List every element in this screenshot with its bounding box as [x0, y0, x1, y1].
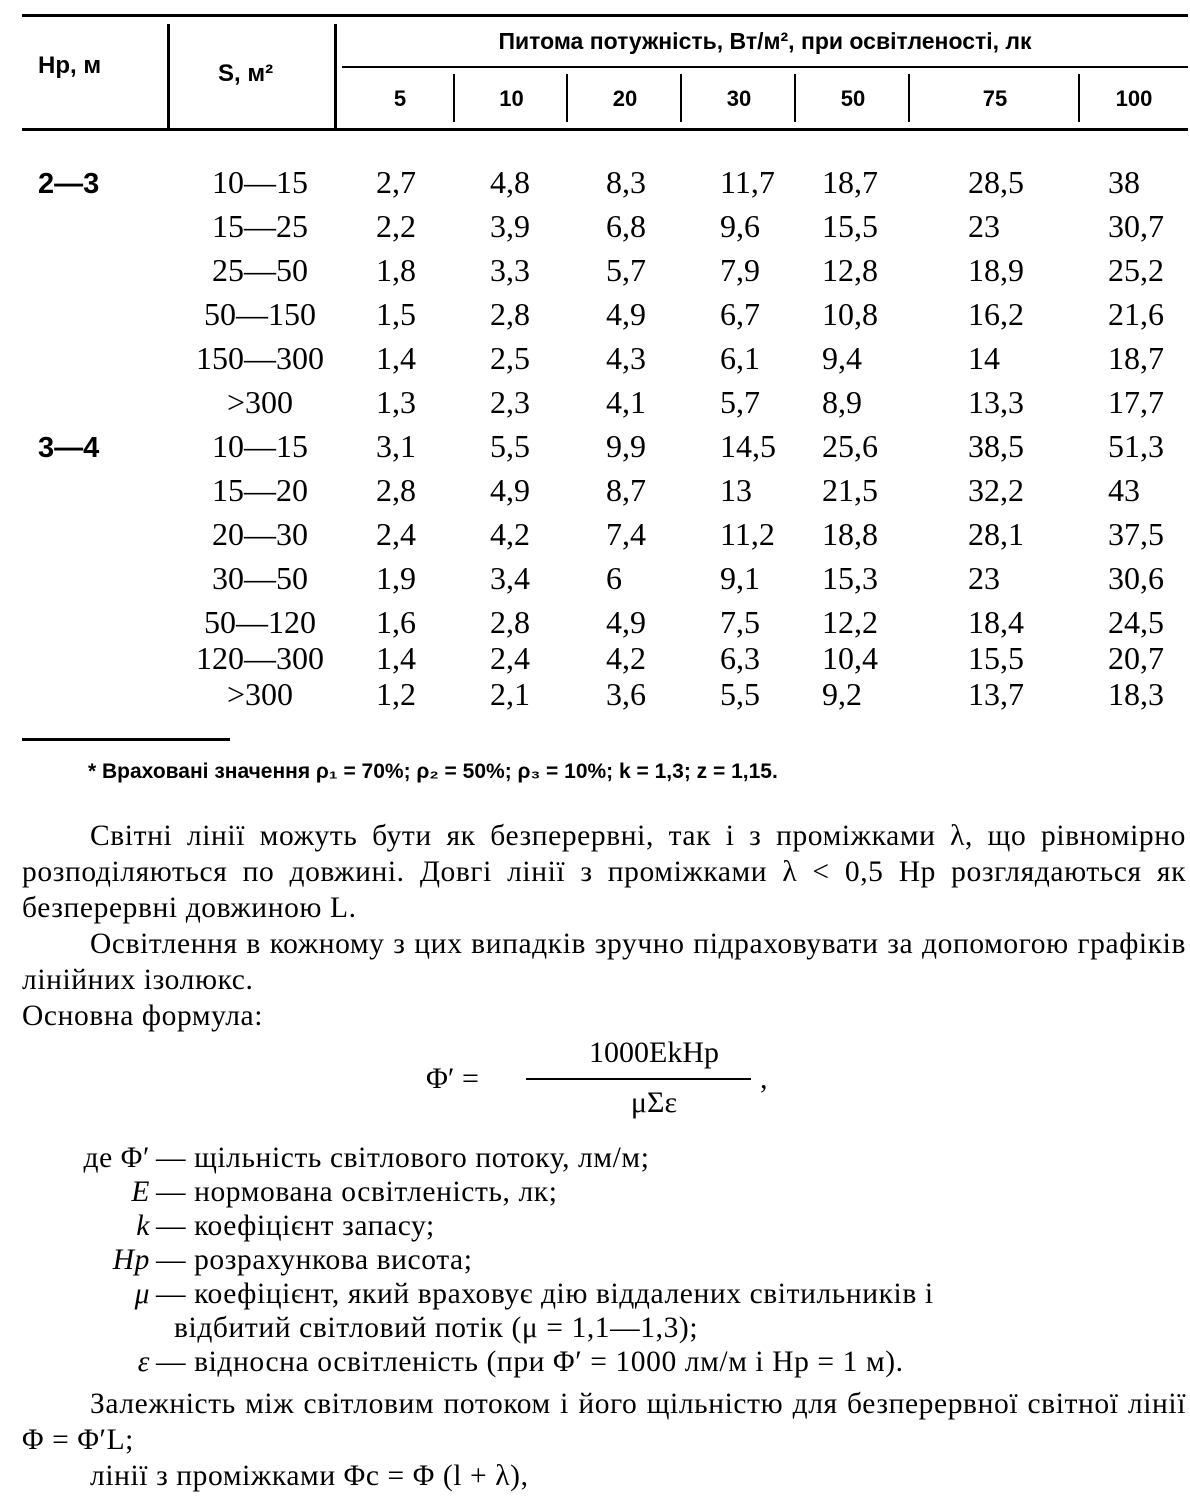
legend-symbol: μ	[134, 1278, 150, 1310]
col-divider	[908, 74, 910, 122]
cell-value: 6,1	[720, 340, 760, 376]
cell-value: 2,4	[490, 640, 530, 676]
cell-area-range: 20—30	[212, 516, 308, 552]
header-area: S, м²	[218, 60, 274, 87]
cell-value: 28,5	[968, 164, 1024, 200]
cell-area-range: >300	[226, 384, 294, 420]
table-header-bottom-rule	[22, 128, 1188, 131]
cell-value: 8,7	[606, 472, 646, 508]
table-row	[0, 296, 1190, 340]
cell-value: 4,1	[606, 384, 646, 420]
legend-symbol: Hр	[112, 1244, 150, 1276]
cell-value: 15,3	[822, 560, 878, 596]
legend-definition: — відносна освітленість (при Φ′ = 1000 лм/м і Hр = 1 м).	[156, 1346, 904, 1378]
cell-area-range: 15—20	[212, 472, 308, 508]
cell-area-range: 25—50	[212, 252, 308, 288]
legend-definition: — нормована освітленість, лк;	[156, 1176, 558, 1208]
footnote-rule	[22, 738, 230, 741]
formula-lhs: Φ′ =	[426, 1062, 479, 1095]
col-divider	[1078, 74, 1080, 122]
cell-value: 3,4	[490, 560, 530, 596]
cell-value: 4,9	[606, 296, 646, 332]
cell-value: 25,2	[1108, 252, 1164, 288]
cell-value: 2,1	[490, 676, 530, 712]
cell-area-range: 150—300	[196, 340, 324, 376]
cell-value: 24,5	[1108, 604, 1164, 640]
cell-value: 7,5	[720, 604, 760, 640]
cell-area-range: 120—300	[196, 640, 324, 676]
cell-area-range: 10—15	[212, 164, 308, 200]
cell-value: 4,3	[606, 340, 646, 376]
cell-value: 13,7	[968, 676, 1024, 712]
illuminance-col-header: 100	[1115, 86, 1153, 111]
cell-value: 30,7	[1108, 208, 1164, 244]
illuminance-col-header: 30	[726, 86, 752, 111]
cell-value: 10,8	[822, 296, 878, 332]
header-specific-power: Питома потужність, Вт/м², при освітленості, лк	[498, 28, 1032, 54]
cell-value: 1,4	[376, 340, 416, 376]
cell-value: 2,3	[490, 384, 530, 420]
col-divider	[334, 24, 337, 128]
cell-value: 5,5	[490, 428, 530, 464]
cell-value: 2,7	[376, 164, 416, 200]
cell-value: 4,8	[490, 164, 530, 200]
cell-value: 12,8	[822, 252, 878, 288]
paragraph-gapped-lines: лінії з проміжками Φс = Φ (l + λ),	[90, 1460, 529, 1492]
cell-value: 18,7	[1108, 340, 1164, 376]
cell-value: 10,4	[822, 640, 878, 676]
illuminance-col-header: 5	[393, 86, 407, 111]
cell-value: 2,5	[490, 340, 530, 376]
legend-definition: — розрахункова висота;	[156, 1244, 473, 1276]
cell-value: 18,8	[822, 516, 878, 552]
legend-row	[22, 1278, 1186, 1314]
cell-value: 18,7	[822, 164, 878, 200]
cell-value: 21,5	[822, 472, 878, 508]
illuminance-col-header: 50	[840, 86, 866, 111]
cell-value: 23	[968, 208, 1000, 244]
cell-value: 21,6	[1108, 296, 1164, 332]
cell-value: 23	[968, 560, 1000, 596]
cell-value: 1,5	[376, 296, 416, 332]
legend-row	[22, 1142, 1186, 1178]
cell-value: 1,3	[376, 384, 416, 420]
table-row	[0, 676, 1190, 720]
cell-value: 4,2	[606, 640, 646, 676]
cell-area-range: 50—120	[204, 604, 316, 640]
illuminance-col-header: 75	[982, 86, 1008, 111]
paragraph-block-2	[22, 1386, 1186, 1494]
legend-definition: — коефіцієнт запасу;	[156, 1210, 435, 1242]
col-divider	[794, 74, 796, 122]
table-row	[0, 516, 1190, 560]
paragraph-isolux: Освітлення в кожному з цих випадків зручно підраховувати за допомогою графіків лінійних ізолюкс.	[22, 928, 1186, 996]
cell-area-range: >300	[226, 676, 294, 712]
table-row	[0, 560, 1190, 604]
table-top-rule	[22, 14, 1188, 17]
cell-value: 11,2	[720, 516, 775, 552]
cell-area-range: 50—150	[204, 296, 316, 332]
paragraph-block-1	[22, 818, 1186, 1034]
cell-area-range: 10—15	[212, 428, 308, 464]
cell-value: 5,7	[720, 384, 760, 420]
cell-value: 17,7	[1108, 384, 1164, 420]
cell-value: 11,7	[720, 164, 775, 200]
cell-value: 8,3	[606, 164, 646, 200]
cell-value: 4,9	[490, 472, 530, 508]
cell-value: 51,3	[1108, 428, 1164, 464]
cell-value: 6,3	[720, 640, 760, 676]
cell-value: 7,4	[606, 516, 646, 552]
col-divider	[167, 24, 170, 128]
cell-area-range: 15—25	[212, 208, 308, 244]
cell-height-range: 2—3	[38, 168, 100, 200]
cell-value: 3,3	[490, 252, 530, 288]
illuminance-col-header: 20	[612, 86, 638, 111]
table-row	[0, 164, 1190, 208]
cell-value: 18,3	[1108, 676, 1164, 712]
legend-row	[22, 1312, 1186, 1348]
cell-value: 18,4	[968, 604, 1024, 640]
cell-value: 2,8	[490, 296, 530, 332]
table-row	[0, 252, 1190, 296]
cell-value: 3,6	[606, 676, 646, 712]
legend-row	[22, 1346, 1186, 1382]
cell-value: 9,9	[606, 428, 646, 464]
col-divider	[453, 74, 455, 122]
paragraph-formula-intro: Основна формула:	[22, 1000, 264, 1032]
legend-definition: відбитий світловий потік (μ = 1,1—1,3);	[174, 1312, 699, 1344]
table-row	[0, 428, 1190, 472]
illuminance-col-header: 10	[499, 86, 524, 111]
cell-value: 8,9	[822, 384, 862, 420]
cell-value: 32,2	[968, 472, 1024, 508]
cell-value: 1,9	[376, 560, 416, 596]
cell-value: 25,6	[822, 428, 878, 464]
cell-value: 2,2	[376, 208, 416, 244]
cell-value: 9,4	[822, 340, 862, 376]
cell-area-range: 30—50	[212, 560, 308, 596]
table-row	[0, 340, 1190, 384]
cell-value: 13	[720, 472, 752, 508]
cell-value: 4,2	[490, 516, 530, 552]
cell-value: 6	[606, 560, 622, 596]
cell-value: 13,3	[968, 384, 1024, 420]
cell-value: 38,5	[968, 428, 1024, 464]
table-row	[0, 208, 1190, 252]
legend-row	[22, 1176, 1186, 1212]
cell-value: 3,9	[490, 208, 530, 244]
formula-numerator: 1000EkHр	[589, 1036, 719, 1069]
cell-value: 38	[1108, 164, 1140, 200]
fraction-bar	[526, 1078, 751, 1080]
legend-definition: — коефіцієнт, який враховує дію віддалених світильників і	[156, 1278, 934, 1310]
paragraph-light-lines: Світні лінії можуть бути як безперервні, так і з проміжками λ, що рівномірно розподіляються по довжині. Довгі лінії з проміжками λ < 0,5 Hр розглядаються як безперервні довжиною L.	[22, 820, 1186, 924]
cell-value: 1,2	[376, 676, 416, 712]
cell-value: 5,7	[606, 252, 646, 288]
cell-value: 15,5	[822, 208, 878, 244]
cell-value: 9,2	[822, 676, 862, 712]
legend-symbol: ε	[137, 1346, 150, 1378]
cell-height-range: 3—4	[38, 432, 100, 464]
table-row	[0, 472, 1190, 516]
paragraph-flux-relation: Залежність між світловим потоком і його щільністю для безперервної світної лінії Φ = Φ′L;	[22, 1388, 1186, 1456]
cell-value: 1,4	[376, 640, 416, 676]
cell-value: 37,5	[1108, 516, 1164, 552]
cell-value: 30,6	[1108, 560, 1164, 596]
cell-value: 2,8	[376, 472, 416, 508]
formula-denominator: μΣε	[630, 1086, 678, 1119]
header-sub-rule	[342, 66, 1188, 68]
legend-symbol: k	[136, 1210, 150, 1242]
header-hp: Hр, м	[38, 52, 102, 79]
cell-value: 28,1	[968, 516, 1024, 552]
cell-value: 16,2	[968, 296, 1024, 332]
cell-value: 12,2	[822, 604, 878, 640]
formula-comma: ,	[760, 1062, 768, 1095]
cell-value: 7,9	[720, 252, 760, 288]
table-footnote: * Враховані значення ρ₁ = 70%; ρ₂ = 50%; ρ₃ = 10%; k = 1,3; z = 1,15.	[88, 760, 778, 783]
legend-symbol: де Φ′	[83, 1142, 150, 1174]
cell-value: 3,1	[376, 428, 416, 464]
legend-symbol: E	[131, 1176, 150, 1208]
cell-value: 1,6	[376, 604, 416, 640]
cell-value: 15,5	[968, 640, 1024, 676]
cell-value: 20,7	[1108, 640, 1164, 676]
table-row	[0, 384, 1190, 428]
col-divider	[566, 74, 568, 122]
cell-value: 9,6	[720, 208, 760, 244]
cell-value: 4,9	[606, 604, 646, 640]
cell-value: 5,5	[720, 676, 760, 712]
cell-value: 18,9	[968, 252, 1024, 288]
legend-row	[22, 1244, 1186, 1280]
legend-definition: — щільність світлового потоку, лм/м;	[156, 1142, 650, 1174]
cell-value: 6,8	[606, 208, 646, 244]
col-divider	[680, 74, 682, 122]
cell-value: 6,7	[720, 296, 760, 332]
cell-value: 14	[968, 340, 1000, 376]
cell-value: 1,8	[376, 252, 416, 288]
cell-value: 2,8	[490, 604, 530, 640]
cell-value: 2,4	[376, 516, 416, 552]
cell-value: 43	[1108, 472, 1140, 508]
cell-value: 9,1	[720, 560, 760, 596]
legend-row	[22, 1210, 1186, 1246]
cell-value: 14,5	[720, 428, 776, 464]
